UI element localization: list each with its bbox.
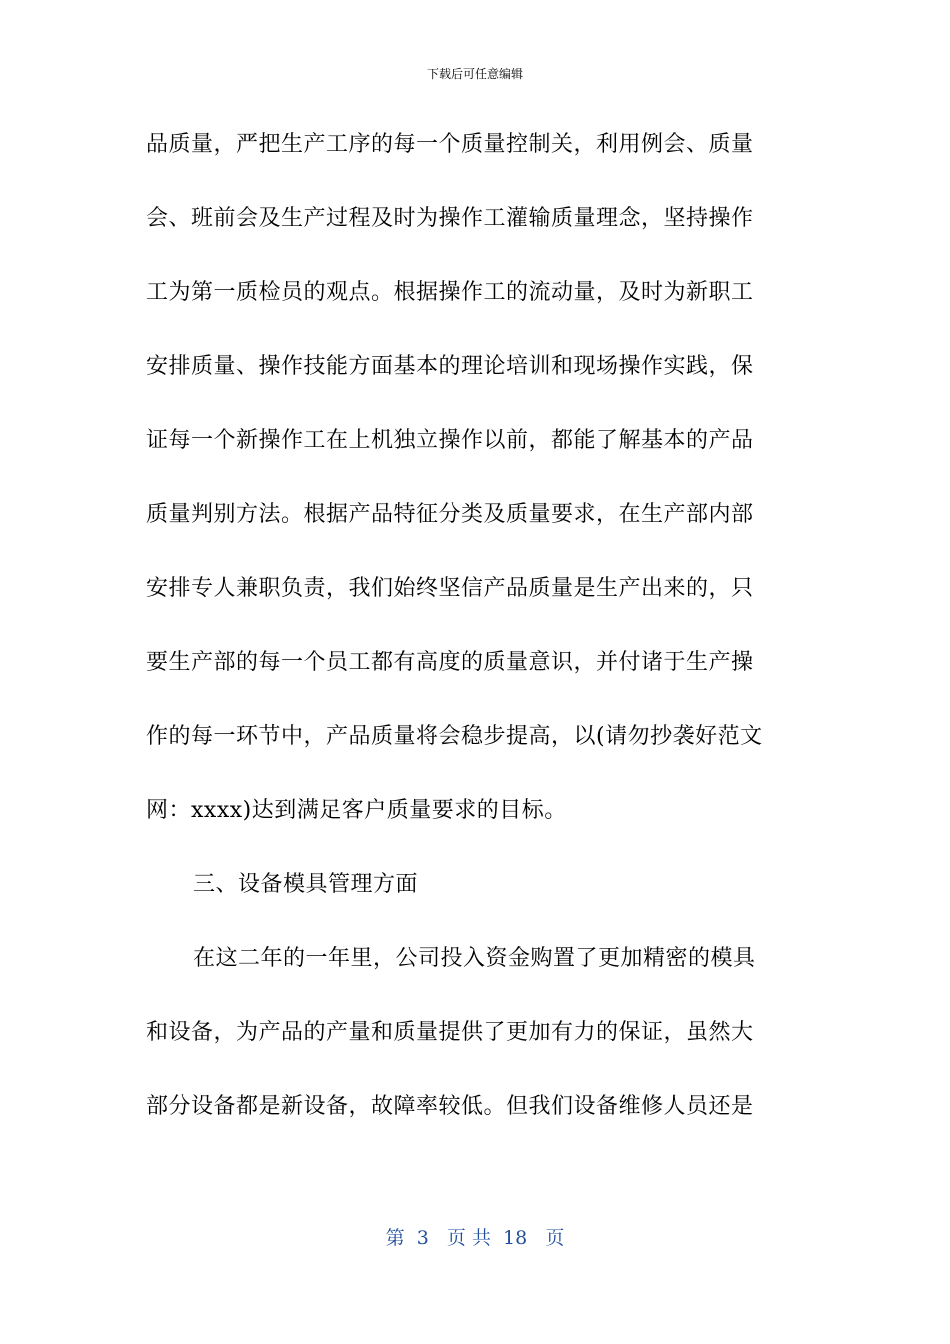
body-line: 安排质量、操作技能方面基本的理论培训和现场操作实践，保 <box>146 354 754 379</box>
page-number-footer: 第 3 页 共 18 页 <box>385 1227 565 1249</box>
page-header: 下载后可任意编辑 <box>426 67 523 81</box>
body-line: 作的每一环节中，产品质量将会稳步提高，以(请勿抄袭好范文 <box>146 724 763 749</box>
body-line: 证每一个新操作工在上机独立操作以前，都能了解基本的产品 <box>146 428 754 453</box>
body-line: 网：xxxx)达到满足客户质量要求的目标。 <box>146 798 567 823</box>
document-body <box>146 126 806 1162</box>
body-line: 品质量，严把生产工序的每一个质量控制关，利用例会、质量 <box>146 132 754 157</box>
body-line: 和设备，为产品的产量和质量提供了更加有力的保证，虽然大 <box>146 1020 754 1045</box>
body-line: 要生产部的每一个员工都有高度的质量意识，并付诸于生产操 <box>146 650 754 675</box>
body-line: 工为第一质检员的观点。根据操作工的流动量，及时为新职工 <box>146 280 754 305</box>
body-line: 安排专人兼职负责，我们始终坚信产品质量是生产出来的，只 <box>146 576 754 601</box>
body-line: 会、班前会及生产过程及时为操作工灌输质量理念，坚持操作 <box>146 206 754 231</box>
paragraph-first-line: 在这二年的一年里，公司投入资金购置了更加精密的模具 <box>193 946 756 971</box>
body-line: 部分设备都是新设备，故障率较低。但我们设备维修人员还是 <box>146 1094 754 1119</box>
body-line: 质量判别方法。根据产品特征分类及质量要求，在生产部内部 <box>146 502 754 527</box>
section-heading: 三、设备模具管理方面 <box>193 872 419 897</box>
